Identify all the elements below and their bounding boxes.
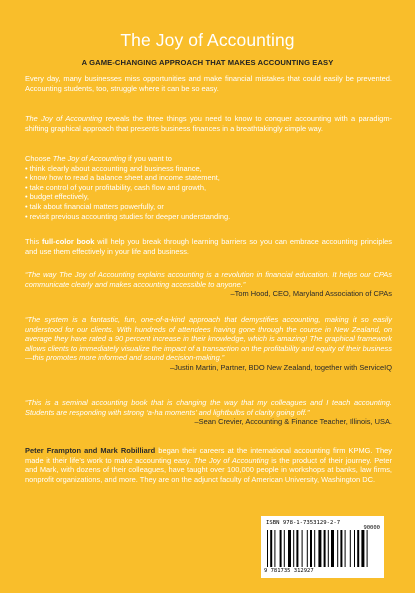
choose-section	[25, 154, 392, 221]
barcode-stripe	[296, 530, 298, 567]
barcode-stripe	[357, 530, 359, 567]
barcode-stripe	[270, 530, 272, 567]
authors-paragraph	[25, 446, 392, 484]
benefit-item: • think clearly about accounting and business finance,	[25, 164, 392, 174]
isbn-header	[266, 520, 379, 526]
quote-attribution: –Tom Hood, CEO, Maryland Association of CPAs	[230, 289, 392, 299]
benefit-item: • budget effectively,	[25, 192, 392, 202]
barcode-stripe	[354, 530, 355, 567]
barcode-stripe	[324, 530, 326, 567]
barcode-bars-icon	[267, 530, 378, 567]
book-subtitle: A GAME-CHANGING APPROACH THAT MAKES ACCOUNTING EASY	[81, 58, 334, 67]
fullcolor-tail: will help you break through learning barriers so you can embrace accounting principles and use them effectively in your life and business.	[25, 237, 392, 256]
barcode-stripe	[345, 530, 346, 567]
barcode-stripe	[267, 530, 268, 567]
barcode-stripe	[280, 530, 282, 567]
quote-text: “The system is a fantastic, fun, one-of-a-kind approach that demystifies accounting, making it so easily understood for our clients. With hundreds of attendees having gone through the course in New Zealand, on average they have rated a 90 percent increase in their knowledge, which is amazing! The graphical framework allows clients to immediately visualize the impact of a transaction on the profitability and equity of their business—this promotes more informed and sound decision-making.”	[25, 315, 392, 363]
book-title-inline: The Joy of Accounting	[25, 114, 103, 123]
barcode-stripe	[340, 530, 342, 567]
benefit-item: • revisit previous accounting studies for deeper understanding.	[25, 212, 392, 222]
book-title: The Joy of Accounting	[120, 30, 295, 50]
barcode-stripe	[307, 530, 308, 567]
barcode-stripe	[328, 530, 329, 567]
fullcolor-bold: full-color book	[41, 237, 95, 246]
barcode-stripe	[293, 530, 294, 567]
ean-number: 9 781735 312927	[264, 568, 314, 574]
barcode-stripe	[337, 530, 338, 567]
quote-block-3	[25, 398, 392, 427]
quote-block-2	[25, 315, 392, 373]
choose-book-title: The Joy of Accounting	[52, 154, 127, 163]
isbn-barcode	[261, 516, 384, 578]
benefit-item: • talk about financial matters powerfully, or	[25, 202, 392, 212]
price-code: 90000	[363, 525, 380, 531]
authors-text-1: began their careers at the international accounting firm KPMG. They made it their life’s work to make accounting easy.	[25, 446, 392, 465]
barcode-stripe	[367, 530, 368, 567]
barcode-stripe	[314, 530, 315, 567]
barcode-stripe	[318, 530, 321, 567]
barcode-stripe	[284, 530, 285, 567]
barcode-stripe	[310, 530, 312, 567]
benefit-item: • know how to read a balance sheet and income statement,	[25, 173, 392, 183]
barcode-stripe	[350, 530, 351, 567]
benefit-item: • take control of your profitability, cash flow and growth,	[25, 183, 392, 193]
quote-attribution: –Justin Martin, Partner, BDO New Zealand, together with ServiceIQ	[170, 362, 392, 372]
intro-paragraph: Every day, many businesses miss opportunities and make financial mistakes that could easily be prevented. Accounting students, too, struggle where it can be so easy.	[25, 74, 392, 93]
choose-lead-line	[25, 154, 392, 164]
isbn-number: ISBN 978-1-7353129-2-7	[266, 520, 341, 526]
barcode-stripe	[331, 530, 334, 567]
author-names: Peter Frampton and Mark Robilliard	[25, 446, 156, 455]
barcode-stripe	[361, 530, 364, 567]
choose-tail: if you want to	[126, 154, 172, 163]
authors-book-title: The Joy of Accounting	[193, 455, 269, 465]
barcode-stripe	[274, 530, 275, 567]
reveals-paragraph	[25, 114, 392, 133]
full-color-paragraph	[25, 237, 392, 256]
quote-text: “The way The Joy of Accounting explains accounting is a revolution in financial education. It helps our CPAs communicate clearly and makes accounting accessible to anyone.”	[25, 270, 392, 289]
authors-text-2: is the product of their journey. Peter and Mark, with dozens of their colleagues, have taught over 100,000 people in workshops at banks, law firms, nonprofit organizations, and more. They are on the adjunct faculty of American University, Washington DC.	[25, 455, 392, 484]
fullcolor-lead: This	[25, 237, 42, 246]
barcode-stripe	[302, 530, 303, 567]
benefit-list	[25, 164, 392, 222]
quote-block-1	[25, 270, 392, 299]
choose-lead: Choose	[25, 154, 53, 163]
barcode-stripe	[288, 530, 291, 567]
quote-text: “This is a seminal accounting book that is changing the way that my colleagues and I teach accounting. Students are responding with strong ‘a-ha moments’ and lightbulbs of clarity going off.”	[25, 398, 392, 417]
quote-attribution: –Sean Crevier, Accounting & Finance Teacher, Illinois, USA.	[194, 417, 392, 427]
reveals-text: reveals the three things you need to know to conquer accounting with a paradigm-shifting graphical approach that presents business finances in a breathtakingly simple way.	[25, 114, 392, 133]
